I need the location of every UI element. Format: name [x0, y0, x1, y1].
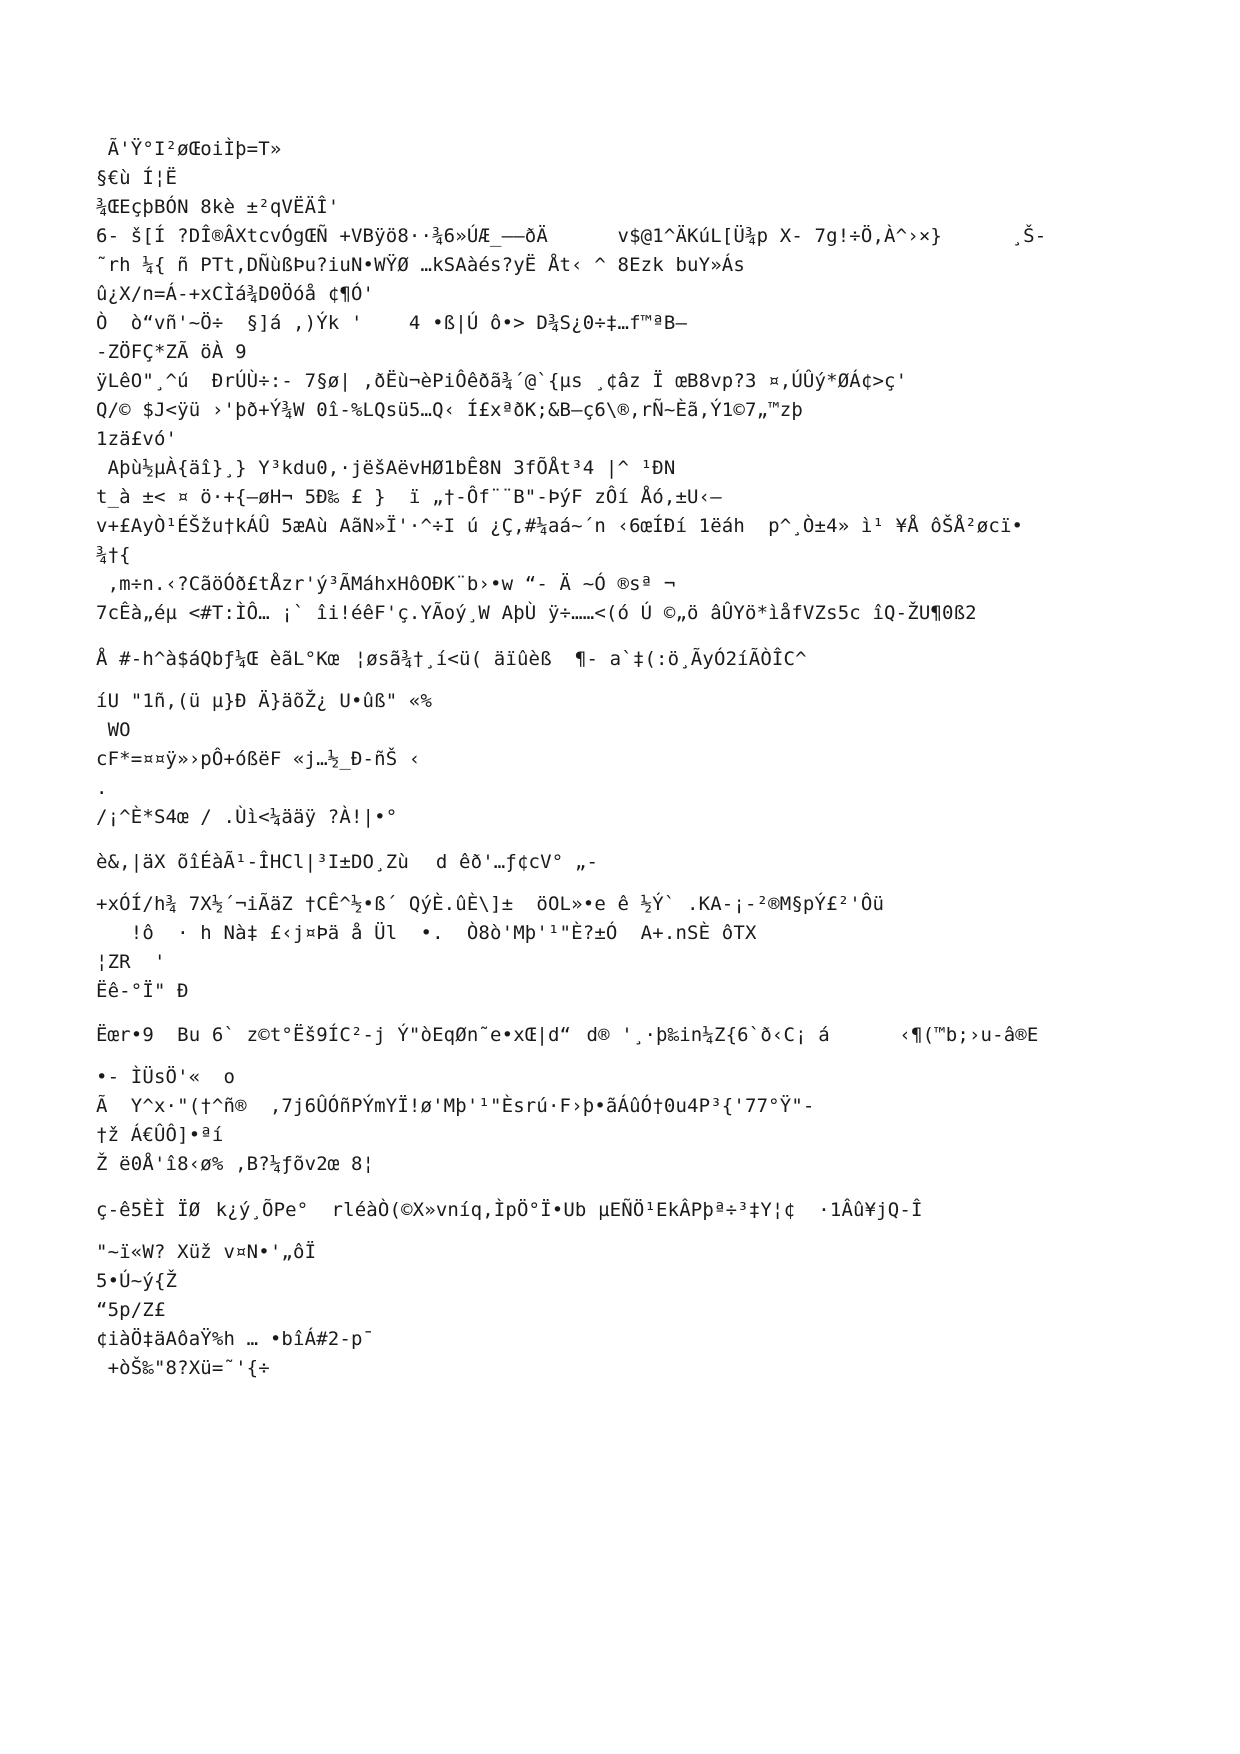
text-line: ç-ê5ÈÌ ÏØk¿ý¸ÕPe° rléàÒ(©X»vníq,ÌpÖ°Ï•Ub µEÑÖ¹EkÂPþª÷³‡Y¦¢ ·1Âû¥jQ-Î — [96, 1199, 923, 1221]
text-line: Ã'Ÿ°I²øŒoiÌþ=T» — [96, 138, 282, 160]
text-line: v+£AyÒ¹ÉŠžu†kÁÛ 5æAù AãN»Ï'·^÷I ú ¿Ç,#¼aá~´n ‹6œÍÐí 1ëáh p^¸Ò±4» ì¹ ¥Å ôŠÅ²øcï• — [96, 515, 1024, 537]
text-line: -ZÖFÇ*ZÃ öÀ 9 — [96, 341, 247, 363]
text-line: •- ÌÜsÖ'« o — [96, 1066, 236, 1088]
text-line: ¦ZR ' — [96, 951, 166, 973]
text-line: 1zä£vó' — [96, 428, 178, 450]
text-line: /¡^È*S4œ / .Ùì<¼ääÿ ?À!|•° — [96, 806, 398, 828]
text-line: §€ù Í¦Ë — [96, 167, 178, 189]
text-line: íU "1ñ,(ü µ}Ð Ä}äõŽ¿ U•ûß" «% — [96, 690, 433, 712]
text-line: û¿X/n=Á-+xCÌá¾D0Öóå ¢¶Ó' — [96, 283, 375, 305]
text-line: +òŠ‰"8?Xü=˜'{÷ — [96, 1357, 270, 1379]
text-line: 5•Ú~ý{Ž — [96, 1270, 178, 1292]
text-line: t_à ±< ¤ ö·+{—øH¬ 5Ð‰ £ } ï „†-Ôf¨¨B"-ÞýF zÔí Åó,±U‹– — [96, 486, 722, 508]
text-line: !ô · h Nà‡ £‹j¤Þä å Ül •. Ò8ò'Mþ'¹"È?±Ó A+.nSÈ ôTX — [96, 922, 757, 944]
text-line: ¾†{ — [96, 544, 131, 566]
text-line: +xÓÍ/h¾ 7X½´¬iÃäZ †CÊ^½•ß´ QýÈ.ûÈ\]± öOL»•e ê ½Ý` .KA-¡-²®M§pÝ£²'Ôü — [96, 893, 885, 915]
text-line: Ëê-°Ï" Ð — [96, 980, 189, 1002]
text-line: . — [96, 777, 108, 799]
text-line: "~ï«W? Xüž v¤N•'„ôÏ — [96, 1241, 317, 1263]
text-line: Å #-h^à$áQbƒ¼Œ èãL°Kœ¦øsã¾†¸í<ü( äïûèß ¶- a`‡(:ö¸ÃyÓ2íÃÒÎC^ — [96, 648, 807, 670]
text-line: ˜rh ¼{ ñ PTt,DÑùßÞu?iuN•WŸØ …kSAàés?yË Åt‹ ^ 8Ezk buY»Ás — [96, 254, 745, 276]
text-line: 7cÊà„éµ <#T:ÌÔ… ¡` îi!éêF'ç.YÃoý¸W AþÙ ÿ÷……<(ó Ú ©„ö âÛYö*ìåfVZs5c îQ-ŽU¶0ß2 — [96, 602, 977, 624]
text-line: ¢iàÖ‡äAôaŸ%h … •bîÁ#2-p¯ — [96, 1328, 375, 1350]
text-line: ¾ŒEçþBÓN 8kè ±²qVËÄÎ' — [96, 196, 340, 218]
text-line: Ò ò“vñ'~Ö÷ §]á ,)Ýk ' 4 •ß|Ú ô•> D¾S¿0÷‡…f™ªB— — [96, 312, 688, 334]
text-line: WO — [96, 719, 131, 741]
text-line: Aþù½µÀ{äî}¸} Y³kdu0,·jëšAëvHØ1bÊ8N 3fÕÅt³4 |^ ¹ÐN — [96, 457, 676, 479]
text-line: Q/© $J<ÿü ›'þð+Ý¾W 0î-%LQsü5…Q‹ Í£xªðK;&B—ç6\®,rÑ~Èã,Ý1©7„™zþ — [96, 399, 803, 421]
text-line: 6- š[Í ?DÎ®ÂXtcvÓgŒÑ +VBÿö8··¾6»ÚÆ_—–ðÄ v$@1^ÄKúL[Ü¾p X- 7g!÷Ö,À^›×} ¸Š- — [96, 225, 1047, 247]
text-line: cF*=¤¤ÿ»›pÔ+óßëF «j…½_Ð-ñŠ ‹ — [96, 748, 421, 770]
text-line: ÿLêO"¸^ú ÐrÚÙ÷:- 7§ø| ,ðËù¬èPiÔêðã¾´@`{µs ¸¢âz Ï œB8vp?3 ¤,ÚÛý*ØÁ¢>ç' — [96, 370, 908, 392]
text-line: ,m÷n.‹?CãöÓð£tÅzr'ý³ÃMáhxHôOÐK¨b›•w “- Ä ~Ó ®sª ¬ — [96, 573, 676, 595]
text-line: Ã Y^x·"(†^ñ® ,7j6ÛÓñPÝmYÏ!ø'Mþ'¹"Èsrú·F›þ•ãÁûÓ†0u4P³{'77°Ÿ"- — [96, 1095, 815, 1117]
text-line: Ëœr•9 Bu 6` z©t°Ëš9ÍC²-j Ý"òEqØn˜e•xŒ|d“d® '¸·þ‰in¼Z{6`ð‹C¡ á ‹¶(™b;›u-â®E — [96, 1024, 1039, 1046]
text-line: è&,|äX õîÉàÃ¹-ÎHCl|³I±DO¸Zù d êð'…ƒ¢cV° „- — [96, 851, 599, 873]
text-line: “5p/Z£ — [96, 1299, 166, 1321]
text-line: †ž Á€ÛÔ]•ªí — [96, 1124, 224, 1146]
text-line: Ž ë0Å'î8‹ø% ,B?¼ƒõv2œ 8¦ — [96, 1153, 375, 1175]
